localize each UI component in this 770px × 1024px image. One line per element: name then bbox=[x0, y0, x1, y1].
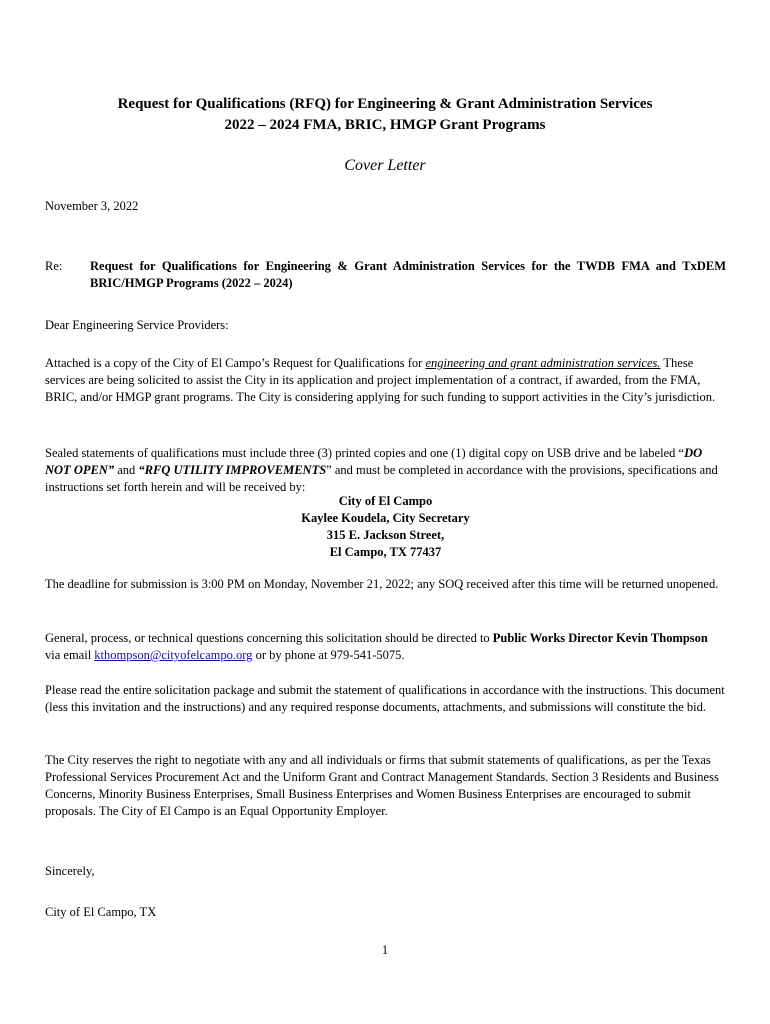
paragraph-rights: The City reserves the right to negotiate with any and all individuals or firms that submit statements of qualifications, as per the Texas Professional Services Procurement Act and the Uniform Grant and Contract Management Standards. Section 3 Residents and Business Concerns, Minority Business Enterprises, Small Business Enterprises and Women Business Enterprises are encouraged to submit proposals. The City of El Campo is an Equal Opportunity Employer. bbox=[45, 753, 719, 818]
address-line-1: City of El Campo bbox=[338, 494, 433, 508]
paragraph-1: Attached is a copy of the City of El Campo’s Request for Qualifications for engineering and grant administration services. These services are being solicited to assist the City in its application and project implementation of a contract, if awarded, from the FMA, BRIC, and/or HMGP grant programs. The City is considering applying for such funding to support activities in the City’s jurisdiction. bbox=[45, 356, 716, 404]
salutation: Dear Engineering Service Providers: bbox=[45, 318, 229, 332]
address-line-4: El Campo, TX 77437 bbox=[329, 545, 442, 559]
signature: City of El Campo, TX bbox=[45, 905, 157, 919]
closing: Sincerely, bbox=[45, 864, 95, 878]
title-line-2: 2022 – 2024 FMA, BRIC, HMGP Grant Programs bbox=[224, 117, 546, 133]
page-number: 1 bbox=[381, 943, 389, 957]
services-link[interactable]: engineering and grant administration services. bbox=[425, 356, 661, 370]
title-line-1: Request for Qualifications (RFQ) for Engineering & Grant Administration Services bbox=[117, 96, 653, 112]
paragraph-2: Sealed statements of qualifications must include three (3) printed copies and one (1) digital copy on USB drive and be labeled “DO NOT OPEN” and “RFQ UTILITY IMPROVEMENTS” and must be completed in accordance with the provisions, specifications and instructions set forth herein and will be received by: bbox=[45, 446, 718, 494]
re-label: Re: bbox=[45, 259, 63, 273]
letter-date: November 3, 2022 bbox=[45, 199, 139, 213]
address-line-3: 315 E. Jackson Street, bbox=[326, 528, 445, 542]
document-title bbox=[0, 94, 770, 136]
paragraph-deadline: The deadline for submission is 3:00 PM on Monday, November 21, 2022; any SOQ received after this time will be returned unopened. bbox=[45, 577, 719, 591]
cover-letter-heading: Cover Letter bbox=[344, 157, 426, 174]
address-block bbox=[45, 493, 726, 561]
email-link[interactable]: kthompson@cityofelcampo.org bbox=[94, 648, 253, 662]
paragraph-instructions: Please read the entire solicitation package and submit the statement of qualifications in accordance with the instructions. This document (less this invitation and the instructions) and any required response documents, attachments, and submissions will constitute the bid. bbox=[45, 683, 725, 714]
paragraph-contact: General, process, or technical questions concerning this solicitation should be directed to Public Works Director Kevin Thompson via email kthompson@cityofelcampo.org or by phone at 979-541-5075. bbox=[45, 631, 708, 662]
re-subject: Request for Qualifications for Engineering & Grant Administration Services for the TWDB FMA and TxDEM BRIC/HMGP Programs (2022 – 2024) bbox=[90, 259, 726, 290]
address-line-2: Kaylee Koudela, City Secretary bbox=[301, 511, 470, 525]
